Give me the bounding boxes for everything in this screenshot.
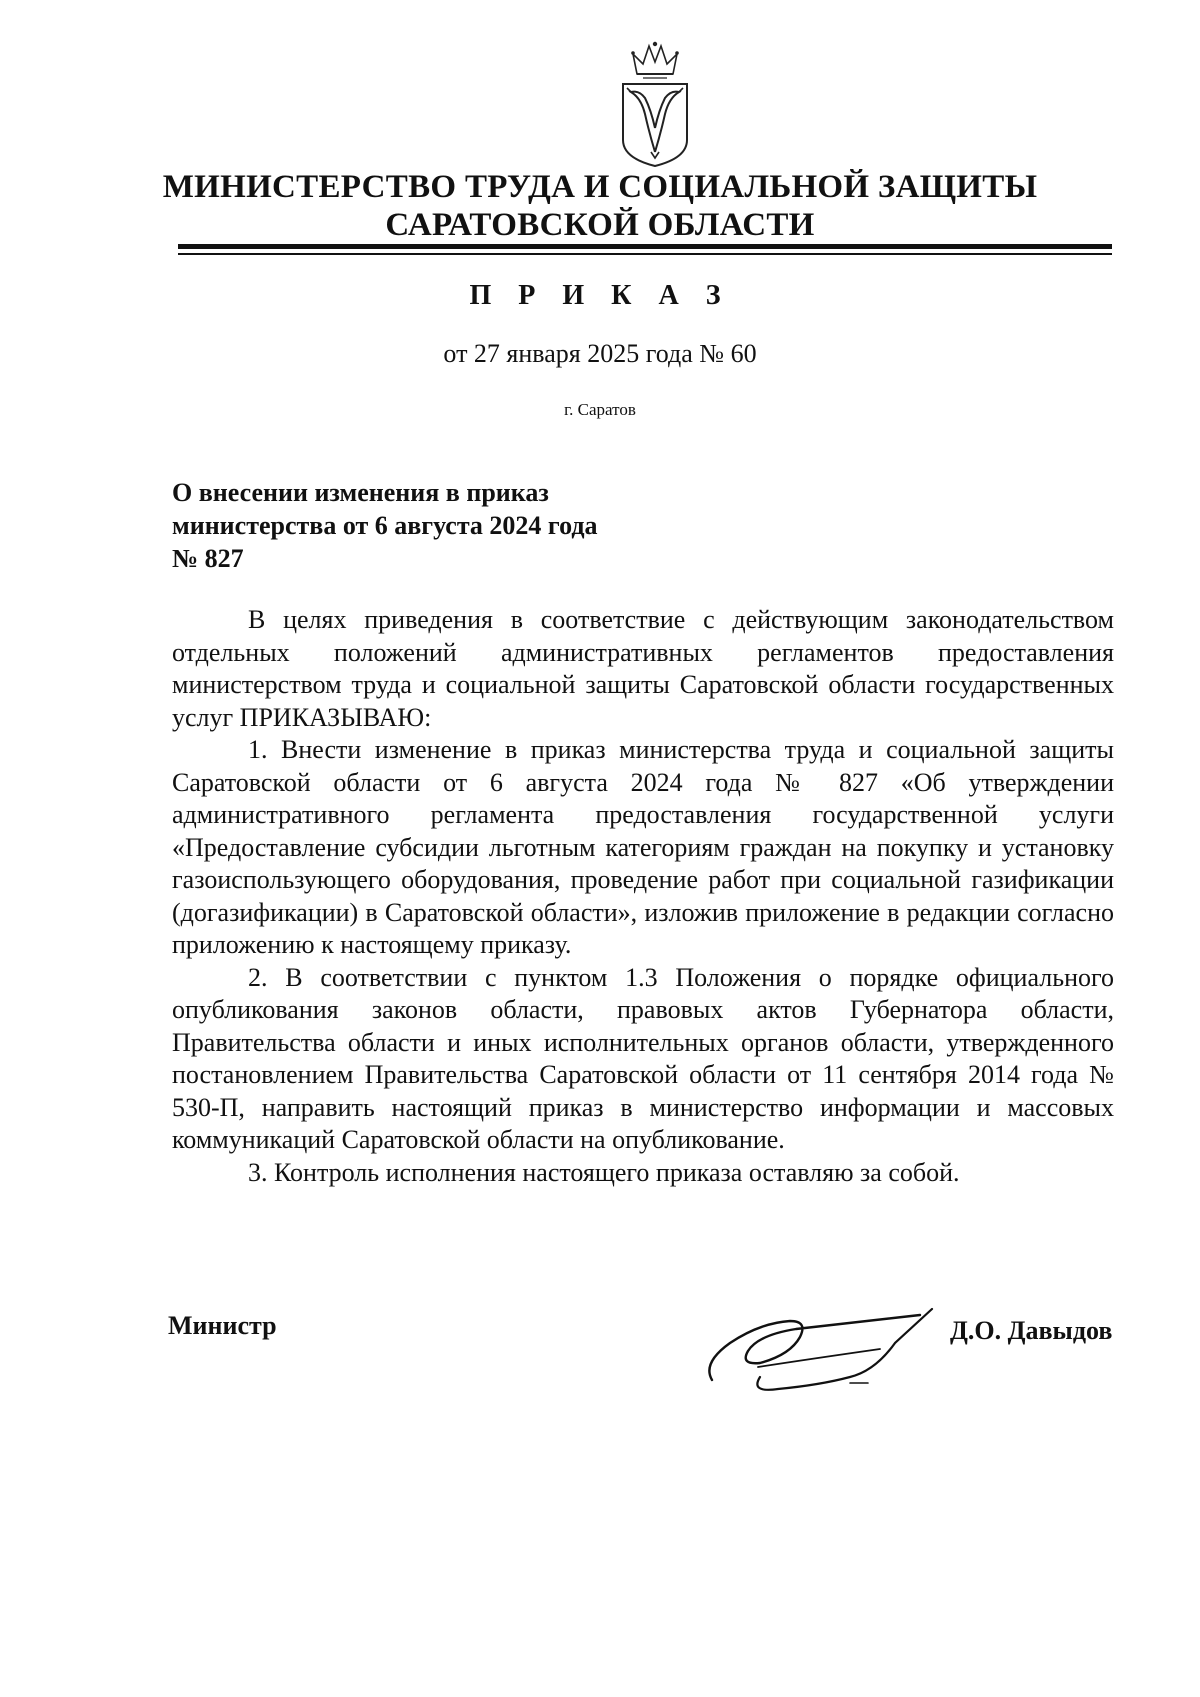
organization-name-line1: МИНИСТЕРСТВО ТРУДА И СОЦИАЛЬНОЙ ЗАЩИТЫ [162, 169, 1038, 205]
item-3-paragraph: 3. Контроль исполнения настоящего приказа оставляю за собой. [248, 1157, 960, 1187]
item-2-paragraph: 2. В соответствии с пунктом 1.3 Положения о порядке официального опубликования законов области, правовых актов Губернатора области, Правительства области и иных исполнительных органов области, утвержденного постановлением Правительства Саратовской области от 11 сентября 2014 года № 530-П, направить настоящий приказ в министерство информации и массовых коммуникаций Саратовской области на опубликование. [172, 962, 1114, 1154]
header-divider-thin [178, 253, 1112, 255]
document-subject [172, 476, 692, 575]
organization-name [0, 168, 1200, 244]
document-type: П Р И К А З [469, 280, 731, 311]
document-body [172, 604, 1114, 1189]
organization-name-line2: САРАТОВСКОЙ ОБЛАСТИ [385, 207, 815, 243]
subject-line3: № 827 [172, 544, 244, 573]
saratov-coat-of-arms-icon [615, 40, 695, 168]
signatory-name: Д.О. Давыдов [950, 1316, 1113, 1345]
preamble-paragraph: В целях приведения в соответствие с действующим законодательством отдельных положений административных регламентов предоставления министерством труда и социальной защиты Саратовской области государственных услуг ПРИКАЗЫВАЮ: [172, 605, 1114, 732]
subject-line1: О внесении изменения в приказ [172, 478, 549, 507]
document-date-number: от 27 января 2025 года № 60 [443, 339, 757, 368]
document-city: г. Саратов [564, 400, 636, 419]
subject-line2: министерства от 6 августа 2024 года [172, 511, 598, 540]
item-1-paragraph: 1. Внести изменение в приказ министерства труда и социальной защиты Саратовской области от 6 августа 2024 года № 827 «Об утверждении административного регламента предоставления государственной услуги «Предоставление субсидии льготным категориям граждан на покупку и установку газоиспользующего оборудования, проведение работ при социальной газификации (догазификации) в Саратовской области», изложив приложение в редакции согласно приложению к настоящему приказу. [172, 735, 1114, 959]
header-divider-thick [178, 244, 1112, 249]
signatory-title: Министр [168, 1311, 277, 1340]
handwritten-signature-icon [700, 1285, 940, 1395]
